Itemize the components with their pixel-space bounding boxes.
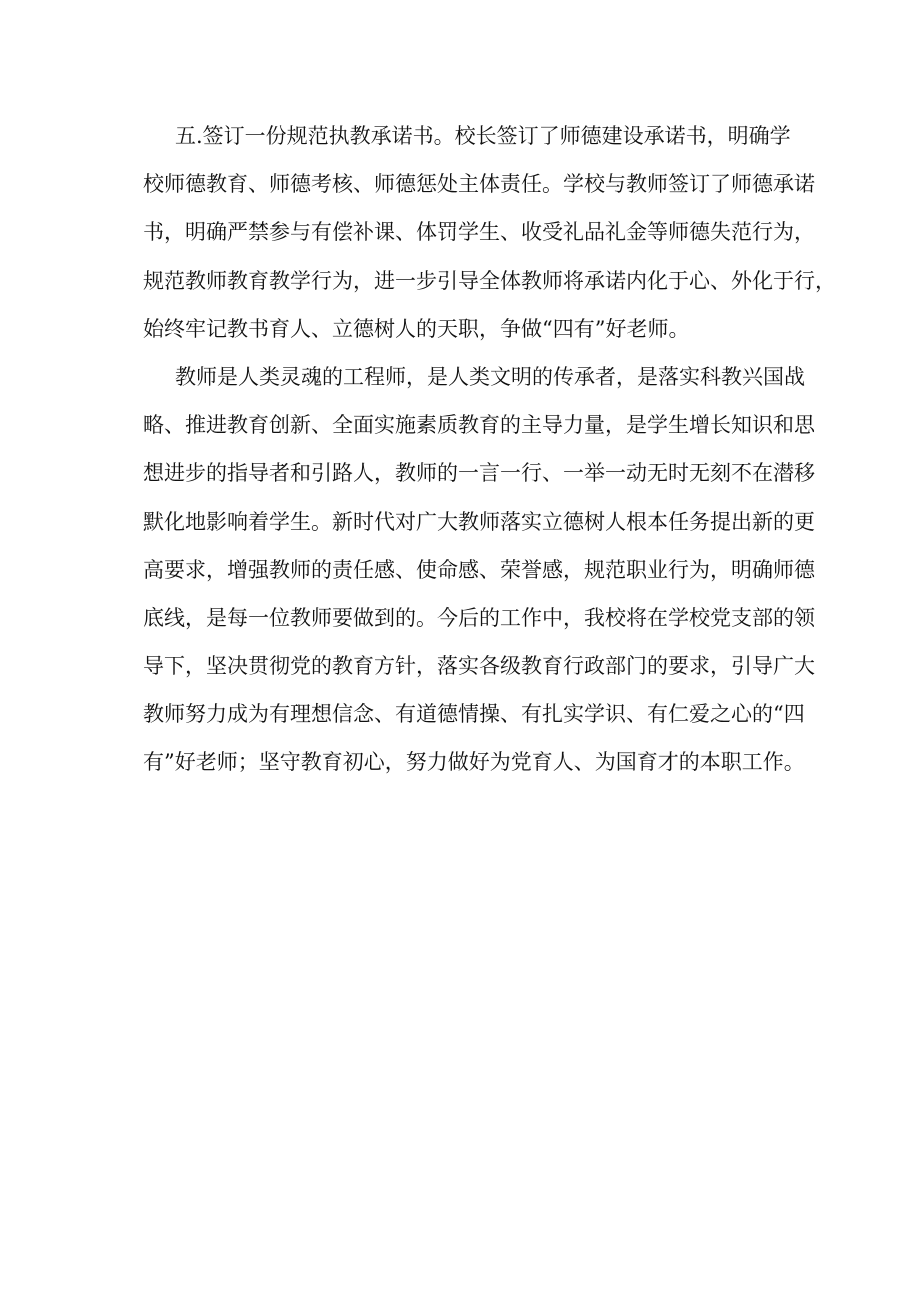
paragraph-commitment (143, 112, 836, 353)
paragraph-line: 校师德教育、师德考核、师德惩处主体责任。学校与教师签订了师德承诺 (143, 172, 815, 197)
paragraph-line: 底线，是每一位教师要做到的。今后的工作中，我校将在学校党支部的领 (143, 605, 815, 630)
paragraph-line: 规范教师教育教学行为，进一步引导全体教师将承诺内化于心、外化于行， (143, 268, 836, 293)
paragraph-line: 略、推进教育创新、全面实施素质教育的主导力量，是学生增长知识和思 (143, 413, 815, 438)
paragraph-line: 五.签订一份规范执教承诺书。校长签订了师德建设承诺书，明确学 (175, 124, 791, 148)
paragraph-line: 教师努力成为有理想信念、有道德情操、有扎实学识、有仁爱之心的“四 (143, 702, 805, 727)
paragraph-line: 高要求，增强教师的责任感、使命感、荣誉感，规范职业行为，明确师德 (143, 557, 815, 582)
paragraph-line: 想进步的指导者和引路人，教师的一言一行、一举一动无时无刻不在潜移 (143, 461, 815, 486)
document-body (143, 112, 836, 787)
paragraph-line: 默化地影响着学生。新时代对广大教师落实立德树人根本任务提出新的更 (143, 509, 815, 534)
paragraph-line: 有”好老师；坚守教育初心，努力做好为党育人、为国育才的本职工作。 (143, 750, 805, 775)
paragraph-line: 教师是人类灵魂的工程师，是人类文明的传承者，是落实科教兴国战 (175, 364, 805, 389)
paragraph-line: 书，明确严禁参与有偿补课、体罚学生、收受礼品礼金等师德失范行为， (143, 220, 815, 245)
paragraph-line: 始终牢记教书育人、立德树人的天职，争做“四有”好老师。 (143, 316, 690, 341)
paragraph-conclusion (143, 353, 815, 787)
paragraph-line: 导下，坚决贯彻党的教育方针，落实各级教育行政部门的要求，引导广大 (143, 654, 815, 679)
